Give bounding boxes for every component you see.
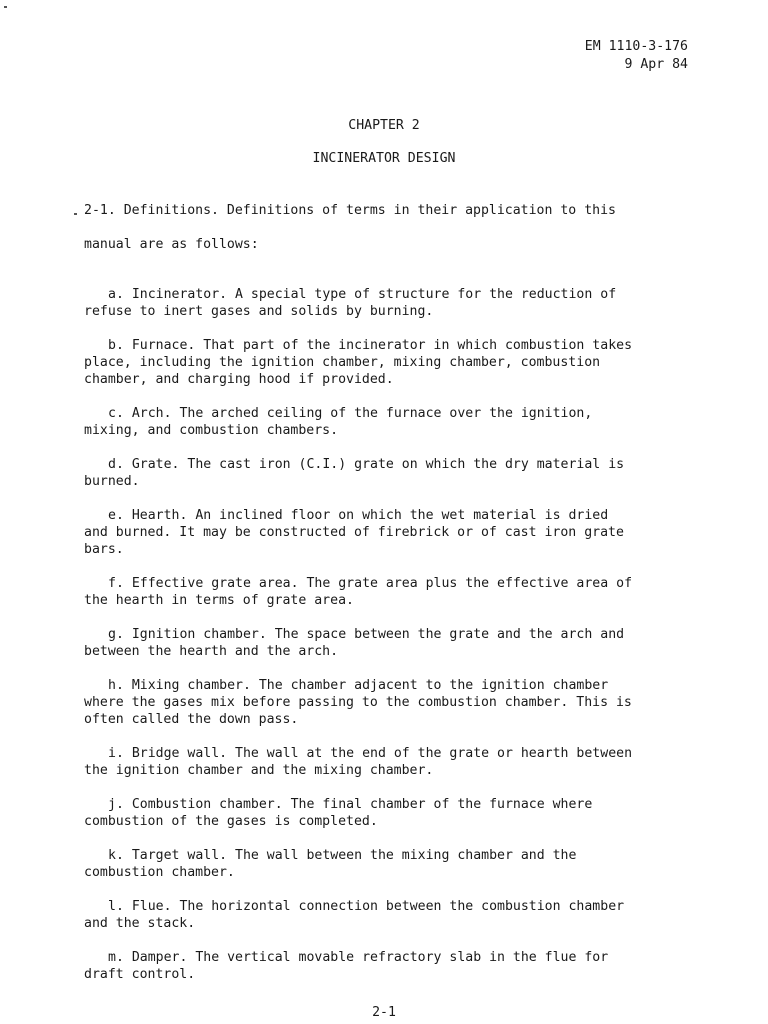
document-body: [84, 185, 694, 1000]
definition-first-line: h. Mixing chamber. The chamber adjacent to the ignition chamber: [108, 678, 609, 693]
definition-paragraph: [84, 796, 694, 830]
definition-continuation: combustion chamber.: [84, 865, 235, 880]
chapter-title: INCINERATOR DESIGN: [312, 151, 456, 166]
definition-paragraph: [84, 575, 694, 609]
definition-paragraph: [84, 337, 694, 388]
definition-paragraph: [84, 286, 694, 320]
definition-first-line: e. Hearth. An inclined floor on which the wet material is dried: [108, 508, 609, 523]
definition-continuation: place, including the ignition chamber, mixing chamber, combustion chamber, and charging hood if provided.: [84, 355, 601, 387]
definition-paragraph: [84, 626, 694, 660]
definition-continuation: and burned. It may be constructed of firebrick or of cast iron grate bars.: [84, 525, 624, 557]
definition-paragraph: [84, 507, 694, 558]
page-number: 2-1: [372, 1005, 396, 1020]
definition-paragraph: [84, 847, 694, 881]
definition-first-line: i. Bridge wall. The wall at the end of the grate or hearth between: [108, 746, 633, 761]
definition-paragraph: [84, 405, 694, 439]
definition-paragraph: [84, 456, 694, 490]
definitions-list: [84, 286, 694, 983]
definition-paragraph: [84, 677, 694, 728]
section-intro-line-1: 2-1. Definitions. Definitions of terms in their application to this: [84, 203, 616, 218]
definition-paragraph: [84, 745, 694, 779]
definition-first-line: m. Damper. The vertical movable refractory slab in the flue for: [108, 950, 609, 965]
definition-first-line: k. Target wall. The wall between the mixing chamber and the: [108, 848, 577, 863]
definition-first-line: g. Ignition chamber. The space between the grate and the arch and: [108, 627, 625, 642]
definition-continuation: burned.: [84, 474, 140, 489]
document-number: EM 1110-3-176: [584, 39, 688, 54]
scan-speck: [4, 6, 7, 8]
section-intro-paragraph: [84, 185, 694, 270]
definition-first-line: a. Incinerator. A special type of structure for the reduction of: [108, 287, 617, 302]
document-header: [585, 38, 688, 74]
definition-continuation: the ignition chamber and the mixing chamber.: [84, 763, 434, 778]
definition-first-line: c. Arch. The arched ceiling of the furnace over the ignition,: [108, 406, 593, 421]
definition-paragraph: [84, 949, 694, 983]
definition-first-line: f. Effective grate area. The grate area plus the effective area of: [108, 576, 633, 591]
definition-continuation: and the stack.: [84, 916, 196, 931]
definition-continuation: mixing, and combustion chambers.: [84, 423, 339, 438]
definition-first-line: d. Grate. The cast iron (C.I.) grate on which the dry material is: [108, 457, 625, 472]
definition-first-line: j. Combustion chamber. The final chamber of the furnace where: [108, 797, 593, 812]
chapter-number: CHAPTER 2: [348, 118, 420, 133]
definition-continuation: draft control.: [84, 967, 196, 982]
definition-continuation: where the gases mix before passing to the combustion chamber. This is often called the down pass.: [84, 695, 632, 727]
definition-continuation: combustion of the gases is completed.: [84, 814, 378, 829]
document-date: 9 Apr 84: [624, 57, 688, 72]
definition-continuation: refuse to inert gases and solids by burning.: [84, 304, 434, 319]
scan-speck: [74, 213, 77, 215]
definition-continuation: the hearth in terms of grate area.: [84, 593, 354, 608]
definition-continuation: between the hearth and the arch.: [84, 644, 339, 659]
definition-first-line: l. Flue. The horizontal connection between the combustion chamber: [108, 899, 625, 914]
definition-first-line: b. Furnace. That part of the incinerator in which combustion takes: [108, 338, 633, 353]
chapter-heading: [0, 117, 768, 167]
definition-paragraph: [84, 898, 694, 932]
section-intro-line-2: manual are as follows:: [84, 237, 259, 252]
